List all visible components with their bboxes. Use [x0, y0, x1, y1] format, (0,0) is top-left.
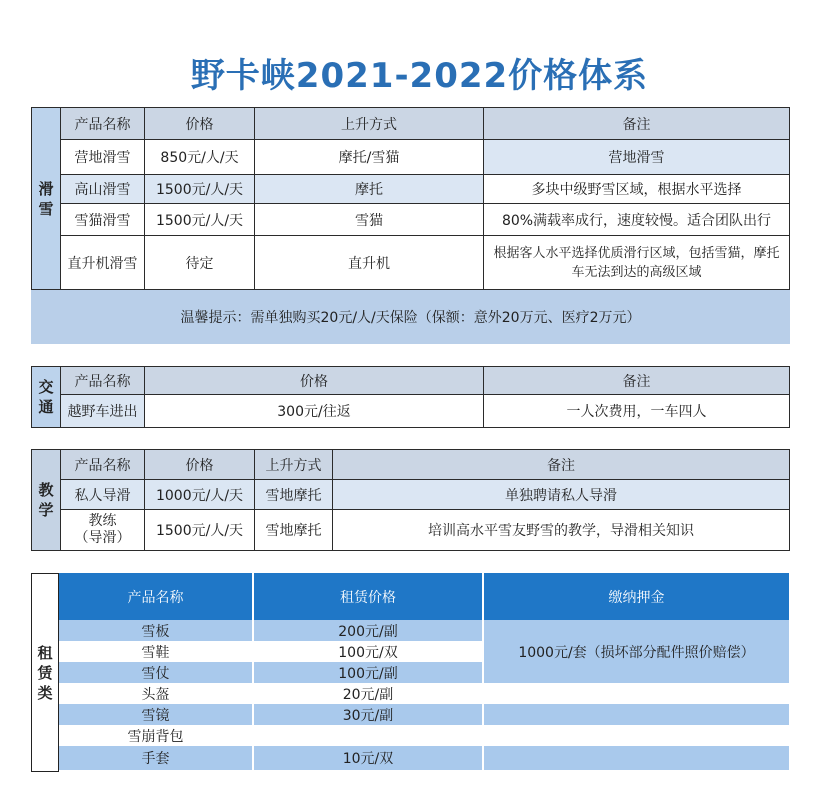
table-row: [32, 140, 790, 175]
rental-row-price: 100元/副: [253, 662, 483, 683]
table-row: [59, 683, 789, 704]
ski-row-note: 营地滑雪: [484, 140, 790, 175]
transport-row-note: 一人次费用，一车四人: [484, 395, 790, 428]
transport-side-label: 交 通: [32, 367, 61, 428]
ski-row-method: 摩托/雪猫: [255, 140, 484, 175]
ski-row-method: 直升机: [255, 236, 484, 290]
ski-row-note: 多块中级野雪区域，根据水平选择: [484, 175, 790, 204]
table-row: [32, 480, 790, 510]
transport-table: [31, 366, 790, 428]
teaching-row-price: 1500元/人/天: [145, 510, 255, 551]
transport-header-note: 备注: [484, 367, 790, 395]
table-row: [32, 395, 790, 428]
table-row: [32, 236, 790, 290]
table-row: [59, 620, 789, 641]
table-row: [59, 704, 789, 725]
table-row: [32, 510, 790, 551]
table-row: [32, 204, 790, 236]
teaching-row-note: 培训高水平雪友野雪的教学，导滑相关知识: [333, 510, 790, 551]
teaching-row-method: 雪地摩托: [255, 480, 333, 510]
rental-header-price: 租赁价格: [253, 573, 483, 620]
teaching-row-method: 雪地摩托: [255, 510, 333, 551]
teaching-side-label: 教 学: [32, 450, 61, 551]
table-row: [32, 175, 790, 204]
teaching-header-price: 价格: [145, 450, 255, 480]
ski-header-price: 价格: [145, 108, 255, 140]
rental-row-name: 雪崩背包: [59, 725, 253, 746]
table-row: [59, 725, 789, 746]
rental-header-name: 产品名称: [59, 573, 253, 620]
rental-row-name: 雪鞋: [59, 641, 253, 662]
ski-row-method: 雪猫: [255, 204, 484, 236]
teaching-row-note: 单独聘请私人导滑: [333, 480, 790, 510]
ski-header-method: 上升方式: [255, 108, 484, 140]
ski-row-name: 雪猫滑雪: [61, 204, 145, 236]
teaching-row-price: 1000元/人/天: [145, 480, 255, 510]
rental-row-name: 雪镜: [59, 704, 253, 725]
ski-row-note: 根据客人水平选择优质滑行区域，包括雪猫，摩托车无法到达的高级区域: [484, 236, 790, 290]
ski-row-price: 850元/人/天: [145, 140, 255, 175]
ski-row-name: 高山滑雪: [61, 175, 145, 204]
rental-deposit: 1000元/套（损坏部分配件照价赔偿）: [483, 620, 789, 683]
transport-row-name: 越野车进出: [61, 395, 145, 428]
table-row: [59, 746, 789, 770]
teaching-row-name: 私人导滑: [61, 480, 145, 510]
transport-row-price: 300元/往返: [145, 395, 484, 428]
ski-row-note: 80%满载率成行，速度较慢。适合团队出行: [484, 204, 790, 236]
rental-row-name: 雪仗: [59, 662, 253, 683]
rental-row-name: 雪板: [59, 620, 253, 641]
ski-row-method: 摩托: [255, 175, 484, 204]
rental-row-price: 10元/双: [253, 746, 483, 770]
ski-row-name: 直升机滑雪: [61, 236, 145, 290]
teaching-header-name: 产品名称: [61, 450, 145, 480]
teaching-header-note: 备注: [333, 450, 790, 480]
ski-row-price: 1500元/人/天: [145, 175, 255, 204]
ski-header-note: 备注: [484, 108, 790, 140]
rental-side-label: 租 赁 类: [31, 573, 59, 772]
rental-row-name: 头盔: [59, 683, 253, 704]
ski-row-price: 待定: [145, 236, 255, 290]
page-title: 野卡峡2021-2022价格体系: [190, 56, 649, 96]
ski-table: [31, 107, 790, 344]
teaching-header-method: 上升方式: [255, 450, 333, 480]
ski-insurance-tip: 温馨提示：需单独购买20元/人/天保险（保额：意外20万元、医疗2万元）: [32, 290, 790, 344]
rental-row-price: [253, 725, 483, 746]
transport-header-price: 价格: [145, 367, 484, 395]
rental-row-price: 20元/副: [253, 683, 483, 704]
ski-side-label: 滑 雪: [32, 108, 61, 290]
ski-header-name: 产品名称: [61, 108, 145, 140]
ski-row-name: 营地滑雪: [61, 140, 145, 175]
rental-row-price: 200元/副: [253, 620, 483, 641]
rental-row-price: 100元/双: [253, 641, 483, 662]
teaching-table: [31, 449, 790, 551]
transport-header-name: 产品名称: [61, 367, 145, 395]
ski-row-price: 1500元/人/天: [145, 204, 255, 236]
rental-table: [59, 573, 789, 770]
rental-row-name: 手套: [59, 746, 253, 770]
rental-row-price: 30元/副: [253, 704, 483, 725]
rental-header-deposit: 缴纳押金: [483, 573, 789, 620]
teaching-row-name: 教练 （导滑）: [61, 510, 145, 551]
